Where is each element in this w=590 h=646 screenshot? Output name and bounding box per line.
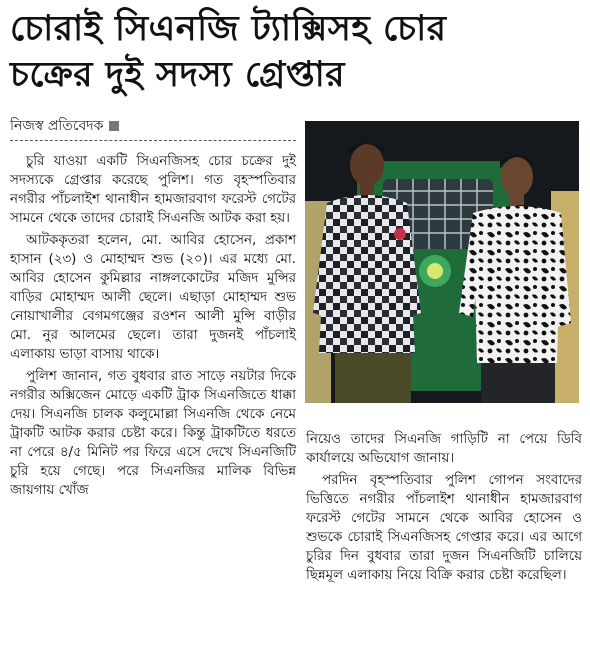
byline-text: নিজস্ব প্রতিবেদক	[10, 118, 104, 134]
byline-square-icon	[109, 121, 119, 131]
article-paragraph: নিয়েও তাদের সিএনজি গাড়িটি না পেয়ে ডিবি কার্যালয়ে অভিযোগ জানায়।	[306, 432, 582, 466]
byline-divider	[10, 140, 296, 141]
article-paragraph: পুলিশ জানান, গত বুধবার রাত সাড়ে নয়টার দিকে নগরীর অক্সিজেন মোড়ে একটি ট্রাক সিএনজিতে ধাক্কা দেয়। সিএনজি চালক কলুমোল্লা সিএনজি থেকে নেমে ট্রাকটি আটক করার চেষ্টা করে। কিন্তু ট্রাকটিতে ধরতে না পেরে ৪/৫ মিনিট পর ফিরে এসে দেখে সিএনজিটি চুরি হয়ে গেছে। পরে সিএনজির মালিক বিভিন্ন জায়গায় খোঁজ	[10, 369, 296, 498]
article-right-column	[306, 430, 582, 588]
article-paragraph: পরদিন বৃহস্পতিবার পুলিশ গোপন সংবাদের ভিত্তিতে নগরীর পাঁচলাইশ থানাধীন হামজারবাগ ফরেস্ট গেটের সামনে থেকে আবির হোসেন ও শুভকে চোরাই সিএনজিসহ গেপ্তার করে। এর আগে চুরির দিন বুধবার তারা দুজন সিএনজিটি চালিয়ে ছিন্নমূল এলাকায় নিয়ে বিক্রি করার চেষ্টা করেছিল।	[306, 473, 582, 583]
article-paragraph: চুরি যাওয়া একটি সিএনজিসহ চোর চক্রের দুই সদস্যকে গ্রেপ্তার করেছে পুলিশ। গত বৃহস্পতিবার নগরীর পাঁচলাইশ থানাধীন হামজারবাগ ফরেস্ট গেটের সামনে থেকে তাদের চোরাই সিএনজি আটক করা হয়।	[10, 154, 296, 226]
article-paragraph: আটককৃতরা হলেন, মো. আবির হোসেন, প্রকাশ হাসান (২৩) ও মোহাম্মদ শুভ (২০)। এর মধ্যে মো. আবির হোসেন কুমিল্লার নাঙ্গলকোটের মজিদ মুন্সির বাড়ির মোহাম্মদ আলী ছেলে। এছাড়া মোহাম্মদ শুভ নোয়াখালীর বেগমগঞ্জের রওশন আলী মুন্সি বাড়ীর মো. নুর আলমের ছেলে। তারা দুজনই পাঁচলাই এলাকায় ভাড়া বাসায় থাকে।	[10, 233, 296, 362]
article-left-column	[10, 152, 296, 503]
headline-line-2: চক্রের দুই সদস্য গ্রেপ্তার	[10, 55, 345, 95]
headline-line-1: চোরাই সিএনজি ট্যাক্সিসহ চোর	[10, 9, 447, 49]
headline	[10, 6, 580, 98]
news-photo	[305, 121, 579, 403]
byline	[10, 117, 119, 135]
